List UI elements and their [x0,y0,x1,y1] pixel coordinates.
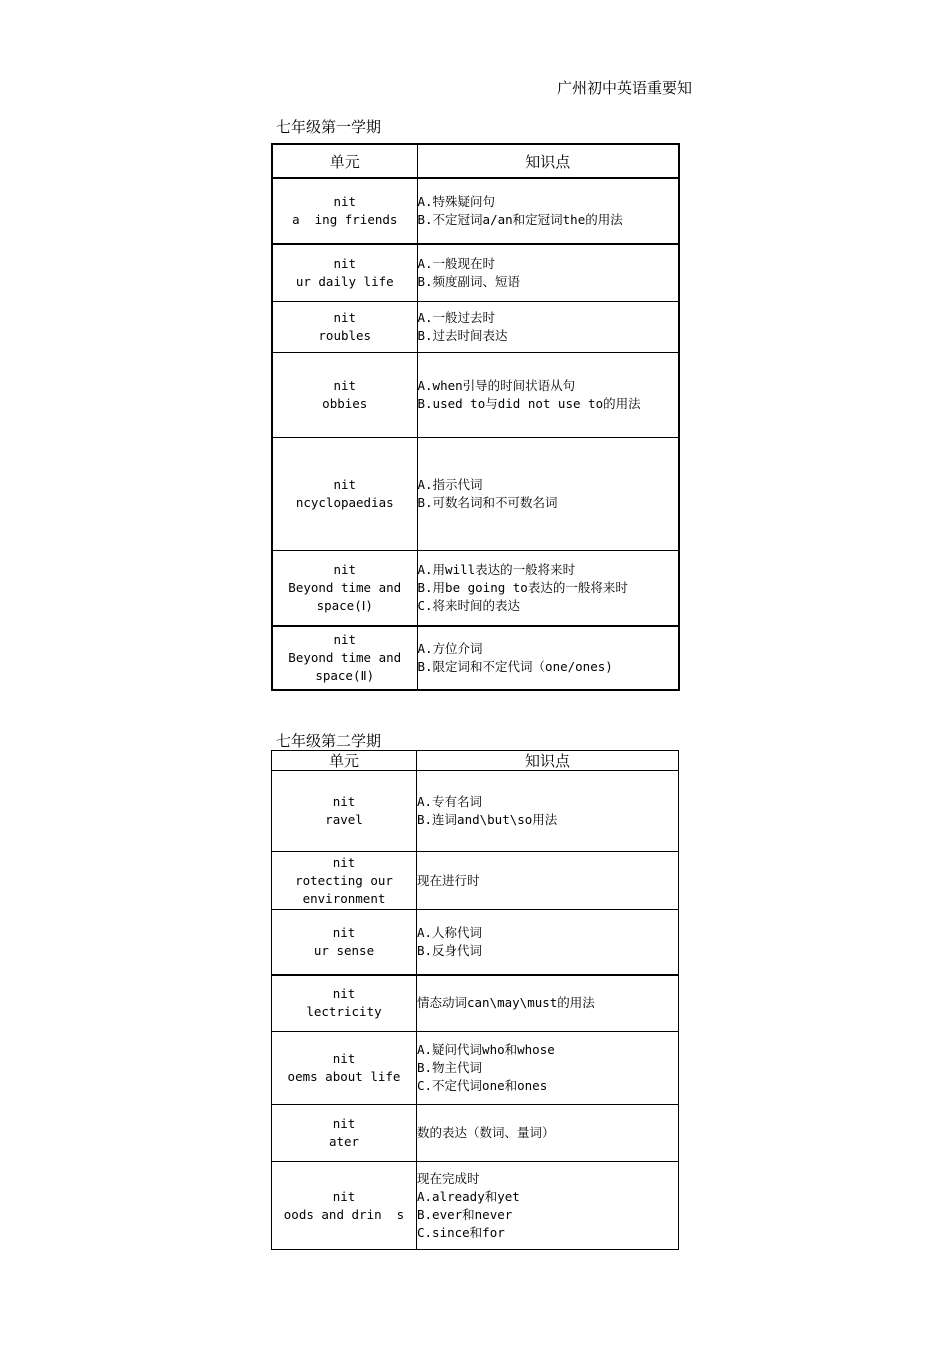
unit-cell: nit obbies [272,352,417,437]
points-cell: A.指示代词 B.可数名词和不可数名词 [417,437,679,550]
semester-1-title: 七年级第一学期 [276,118,382,136]
unit-cell: nit rotecting our environment [272,852,417,910]
points-cell: 现在进行时 [417,852,679,910]
points-cell: A.用will表达的一般将来时 B.用be going to表达的一般将来时 C.将来时间的表达 [417,550,679,626]
semester-2-table [271,750,679,1250]
table-row [272,301,679,352]
table-row [272,771,679,852]
table-row [272,178,679,244]
points-cell: A.when引导的时间状语从句 B.used to与did not use to的用法 [417,352,679,437]
points-cell: A.专有名词 B.连词and\but\so用法 [417,771,679,852]
unit-cell: nit ater [272,1105,417,1162]
unit-cell: nit lectricity [272,975,417,1032]
points-cell: 情态动词can\may\must的用法 [417,975,679,1032]
table-row [272,352,679,437]
table-row [272,910,679,975]
unit-cell: nit Beyond time and space(Ⅰ) [272,550,417,626]
page-header: 广州初中英语重要知 [557,79,693,97]
table-row [272,1105,679,1162]
points-cell: A.人称代词 B.反身代词 [417,910,679,975]
points-cell: 现在完成时 A.already和yet B.ever和never C.since和for [417,1162,679,1250]
table-row [272,437,679,550]
column-header-points: 知识点 [417,751,679,771]
unit-cell: nit roubles [272,301,417,352]
table-row [272,975,679,1032]
unit-cell: nit ur sense [272,910,417,975]
table-row [272,626,679,690]
unit-cell: nit oods and drin s [272,1162,417,1250]
table-header-row [272,144,679,178]
points-cell: 数的表达（数词、量词） [417,1105,679,1162]
unit-cell: nit a ing friends [272,178,417,244]
unit-cell: nit oems about life [272,1032,417,1105]
column-header-unit: 单元 [272,751,417,771]
column-header-unit: 单元 [272,144,417,178]
table-row [272,550,679,626]
points-cell: A.一般现在时 B.频度副词、短语 [417,244,679,301]
points-cell: A.方位介词 B.限定词和不定代词（one/ones) [417,626,679,690]
points-cell: A.特殊疑问句 B.不定冠词a/an和定冠词the的用法 [417,178,679,244]
table-row [272,1162,679,1250]
unit-cell: nit ravel [272,771,417,852]
semester-2-title: 七年级第二学期 [276,732,382,750]
table-row [272,244,679,301]
semester-1-table [271,143,680,691]
unit-cell: nit ncyclopaedias [272,437,417,550]
points-cell: A.一般过去时 B.过去时间表达 [417,301,679,352]
unit-cell: nit Beyond time and space(Ⅱ) [272,626,417,690]
table-header-row [272,751,679,771]
points-cell: A.疑问代词who和whose B.物主代词 C.不定代词one和ones [417,1032,679,1105]
unit-cell: nit ur daily life [272,244,417,301]
column-header-points: 知识点 [417,144,679,178]
table-row [272,1032,679,1105]
table-row [272,852,679,910]
